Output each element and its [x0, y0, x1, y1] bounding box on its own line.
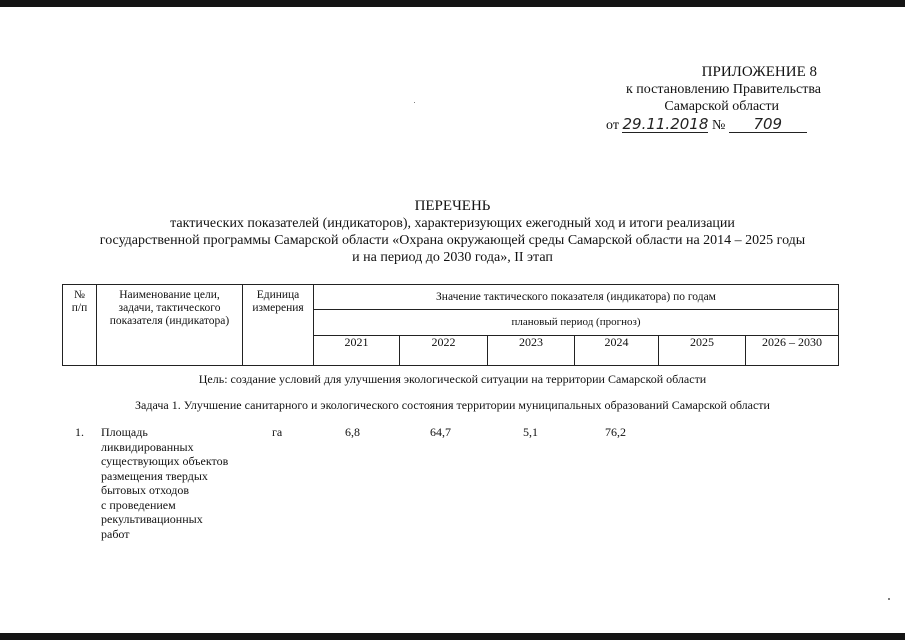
- appendix-date-row: [606, 116, 807, 134]
- year-2023: 2023: [488, 336, 575, 366]
- header-unit: Единица измерения: [243, 285, 314, 366]
- value-2021: 6,8: [345, 425, 360, 439]
- value-2022: 64,7: [430, 425, 451, 439]
- header-plan-period: плановый период (прогноз): [314, 310, 839, 336]
- indicators-table-header: [62, 284, 839, 366]
- scan-top-edge: [0, 0, 905, 7]
- scan-speck: [888, 598, 890, 600]
- scan-speck: [414, 102, 415, 103]
- document-title: [40, 198, 865, 266]
- handwritten-number: 709: [729, 116, 807, 133]
- appendix-region-line: Самарской области: [664, 99, 779, 114]
- task-line: Задача 1. Улучшение санитарного и экологического состояния территории муниципальных образований Самарской области: [135, 398, 770, 412]
- row-indicator-name: Площадь ликвидированных существующих объектов размещения твердых бытовых отходов с проведением рекультивационных работ: [101, 425, 229, 541]
- year-2021: 2021: [314, 336, 400, 366]
- year-2022: 2022: [400, 336, 488, 366]
- goal-line: Цель: создание условий для улучшения экологической ситуации на территории Самарской области: [198, 372, 707, 386]
- title-line-2: государственной программы Самарской области «Охрана окружающей среды Самарской области на 2014 – 2025 годы: [99, 233, 806, 248]
- value-2023: 5,1: [523, 425, 538, 439]
- row-unit: га: [272, 425, 283, 439]
- scan-bottom-edge: [0, 633, 905, 640]
- header-name: Наименование цели, задачи, тактического показателя (индикатора): [97, 285, 243, 366]
- header-num: № п/п: [63, 285, 97, 366]
- date-prefix: от: [606, 118, 619, 133]
- appendix-resolution-line: к постановлению Правительства: [625, 82, 821, 97]
- title-line-3: и на период до 2030 года», II этап: [352, 250, 553, 265]
- value-2024: 76,2: [605, 425, 626, 439]
- year-2026-2030: 2026 – 2030: [746, 336, 839, 366]
- appendix-header: [625, 64, 821, 115]
- title-line-1: тактических показателей (индикаторов), характеризующих ежегодный ход и итоги реализации: [170, 216, 735, 231]
- header-values: Значение тактического показателя (индикатора) по годам: [314, 285, 839, 310]
- year-2024: 2024: [575, 336, 659, 366]
- year-2025: 2025: [659, 336, 746, 366]
- number-label: №: [711, 118, 726, 133]
- handwritten-date: 29.11.2018: [622, 115, 709, 133]
- title-main: ПЕРЕЧЕНЬ: [414, 198, 491, 214]
- appendix-title: ПРИЛОЖЕНИЕ 8: [701, 64, 817, 80]
- row-number: 1.: [75, 425, 84, 439]
